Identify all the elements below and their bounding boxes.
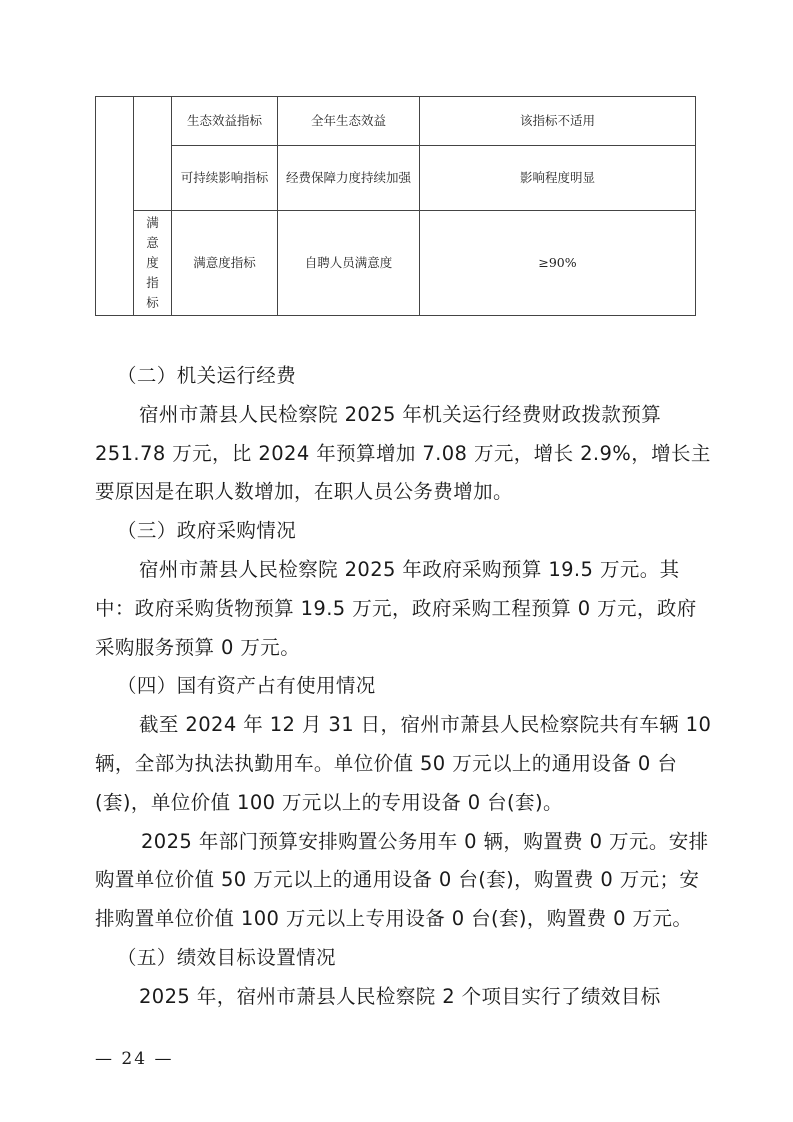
table-cell-indicator: 满意度指标 <box>172 211 278 316</box>
document-body <box>95 357 715 1017</box>
table-cell-item: 全年生态效益 <box>278 97 420 146</box>
table-row <box>96 211 696 316</box>
table-row <box>96 146 696 211</box>
table-row <box>96 97 696 146</box>
table-cell-text: 经费保障力度持续加强 <box>285 170 411 185</box>
table-cell-value: 该指标不适用 <box>420 97 696 146</box>
body-paragraph: 2025 年，宿州市萧县人民检察院 2 个项目实行了绩效目标 <box>139 984 661 1008</box>
body-paragraph: 2025 年部门预算安排购置公务用车 0 辆，购置费 0 万元。安排购置单位价值 50 万元以上的通用设备 0 台(套)，购置费 0 万元；安排购置单位价值 100 万元以上专用设备 0 台(套)，购置费 0 万元。 <box>95 829 709 931</box>
table-cell-value: 影响程度明显 <box>420 146 696 211</box>
table-cell-indicator: 生态效益指标 <box>172 97 278 146</box>
section-heading: （五）绩效目标设置情况 <box>117 945 336 969</box>
table-cell-value: ≥90% <box>420 211 696 316</box>
body-paragraph: 截至 2024 年 12 月 31 日，宿州市萧县人民检察院共有车辆 10 辆，全部为执法执勤用车。单位价值 50 万元以上的通用设备 0 台(套)，单位价值 100 万元以上的专用设备 0 台(套)。 <box>95 713 712 814</box>
table-cell-category <box>134 211 172 316</box>
section-heading: （二）机关运行经费 <box>117 364 297 387</box>
table-cell-blank-level2 <box>134 97 172 211</box>
section-heading: （四）国有资产占有使用情况 <box>117 674 376 698</box>
page-number: — 24 — <box>95 1049 174 1069</box>
performance-indicator-table <box>95 96 696 316</box>
table-cell-text: 满意度指标 <box>146 214 159 310</box>
table-cell-blank-level1 <box>96 97 134 316</box>
body-paragraph: 宿州市萧县人民检察院 2025 年政府采购预算 19.5 万元。其中：政府采购货物预算 19.5 万元，政府采购工程预算 0 万元，政府采购服务预算 0 万元。 <box>95 557 697 659</box>
body-paragraph: 宿州市萧县人民检察院 2025 年机关运行经费财政拨款预算 251.78 万元，比 2024 年预算增加 7.08 万元，增长 2.9%，增长主要原因是在职人数增加，在职人员公务费增加。 <box>95 402 711 504</box>
table-cell-text: 可持续影响指标 <box>180 170 269 185</box>
table-cell-item <box>278 146 420 211</box>
section-heading: （三）政府采购情况 <box>117 519 297 543</box>
table-cell-item: 自聘人员满意度 <box>278 211 420 316</box>
table-cell-indicator <box>172 146 278 211</box>
